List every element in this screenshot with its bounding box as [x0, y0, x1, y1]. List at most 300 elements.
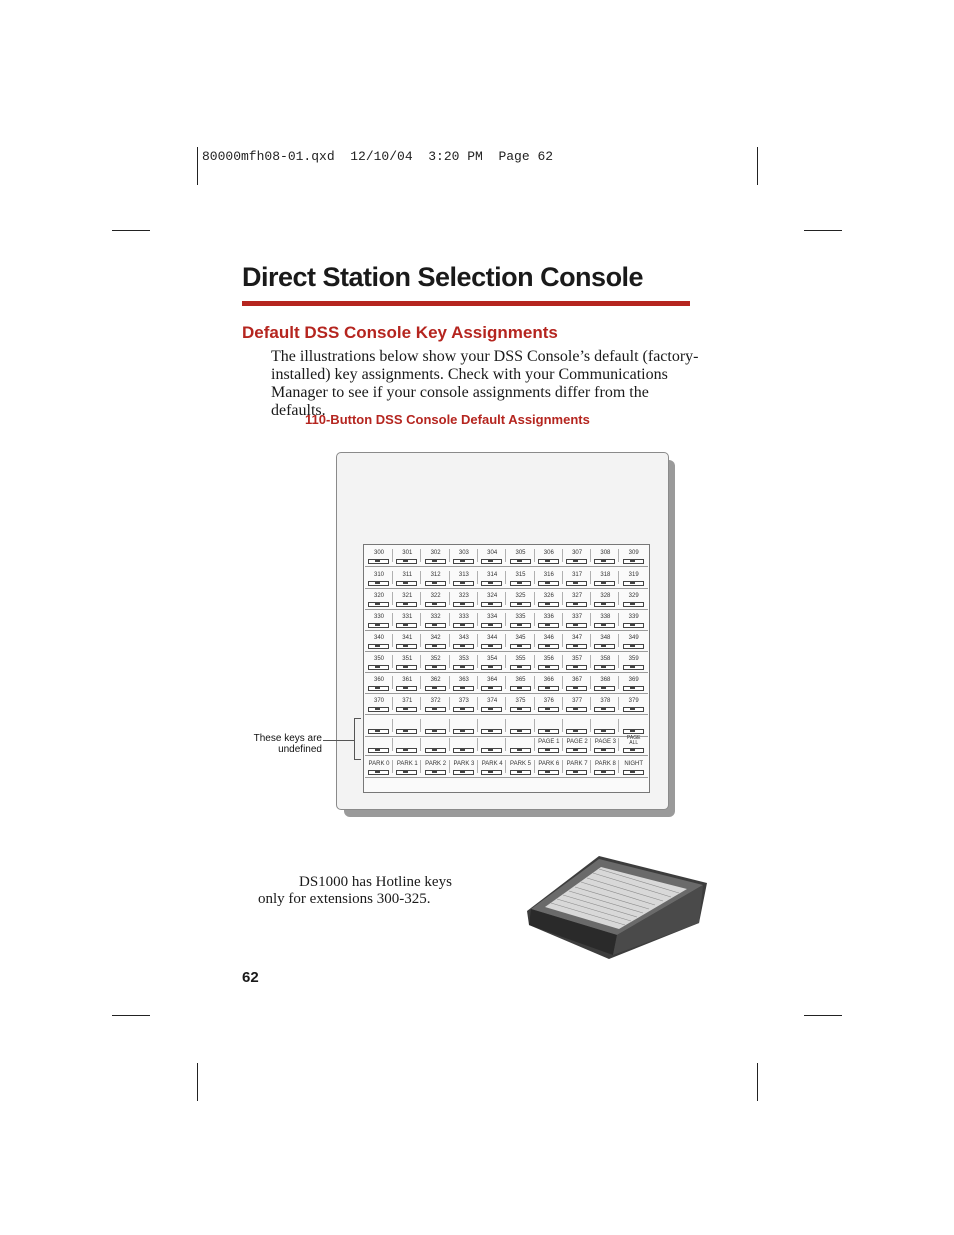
key-led: [403, 582, 408, 584]
console-key: [422, 716, 450, 736]
console-key: [535, 716, 563, 736]
key-led: [630, 645, 635, 647]
key-label: 341: [402, 635, 413, 641]
key-label: 375: [515, 698, 526, 704]
console-key: [365, 694, 393, 714]
key-led: [375, 749, 380, 751]
console-key: [620, 673, 648, 693]
key-led: [517, 624, 522, 626]
key-label: 346: [543, 635, 554, 641]
key-label: 340: [373, 635, 384, 641]
console-key: [450, 735, 478, 755]
key-led: [403, 749, 408, 751]
key-led: [601, 749, 606, 751]
console-key: [450, 610, 478, 630]
console-key: [507, 694, 535, 714]
console-key: [591, 631, 619, 651]
console-key: [591, 694, 619, 714]
key-label: 352: [430, 656, 441, 662]
ds1000-console-photo: [527, 851, 707, 961]
console-key: [393, 568, 421, 588]
key-led: [630, 771, 635, 773]
key-led: [460, 708, 465, 710]
key-led: [517, 560, 522, 562]
console-key: [365, 673, 393, 693]
console-key: [591, 546, 619, 566]
key-label: 321: [402, 593, 413, 599]
key-led: [375, 666, 380, 668]
key-led: [403, 560, 408, 562]
console-key: [535, 546, 563, 566]
console-key: [365, 716, 393, 736]
key-led: [375, 645, 380, 647]
console-key: [393, 610, 421, 630]
key-label: 306: [543, 550, 554, 556]
key-led: [488, 582, 493, 584]
key-label: PAGE ALL: [626, 735, 641, 746]
key-led: [432, 730, 437, 732]
key-led: [488, 645, 493, 647]
key-led: [517, 603, 522, 605]
key-led: [545, 603, 550, 605]
console-key: [591, 673, 619, 693]
key-led: [460, 771, 465, 773]
key-label: 323: [458, 593, 469, 599]
key-led: [573, 687, 578, 689]
key-label: 318: [600, 572, 611, 578]
key-panel: [363, 544, 650, 793]
console-key: [507, 610, 535, 630]
key-label: 338: [600, 614, 611, 620]
key-label: 315: [515, 572, 526, 578]
key-led: [488, 624, 493, 626]
key-led: [460, 749, 465, 751]
key-led: [403, 771, 408, 773]
crop-mark: [757, 147, 758, 185]
key-label: 345: [515, 635, 526, 641]
console-key: [393, 716, 421, 736]
console-key: [478, 610, 506, 630]
key-led: [545, 730, 550, 732]
console-key: [563, 716, 591, 736]
key-label: NIGHT: [624, 761, 644, 767]
key-label: PAGE 3: [594, 739, 616, 745]
key-label: 308: [600, 550, 611, 556]
key-led: [403, 624, 408, 626]
key-led: [517, 645, 522, 647]
key-label: 377: [572, 698, 583, 704]
console-key: [620, 716, 648, 736]
console-key: [535, 631, 563, 651]
key-led: [517, 730, 522, 732]
console-key: [450, 757, 478, 777]
key-label: 333: [458, 614, 469, 620]
key-label: 349: [628, 635, 639, 641]
key-label: PARK 3: [453, 761, 475, 767]
key-led: [432, 582, 437, 584]
console-key: [535, 694, 563, 714]
key-label: 326: [543, 593, 554, 599]
key-label: 322: [430, 593, 441, 599]
console-key: [422, 546, 450, 566]
key-led: [601, 603, 606, 605]
key-led: [403, 730, 408, 732]
console-key: [507, 716, 535, 736]
console-key: [478, 568, 506, 588]
key-row: [365, 546, 648, 567]
key-led: [630, 582, 635, 584]
key-led: [375, 624, 380, 626]
key-led: [403, 708, 408, 710]
key-label: PARK 8: [594, 761, 616, 767]
key-led: [545, 582, 550, 584]
key-led: [601, 771, 606, 773]
key-led: [460, 560, 465, 562]
console-key: [535, 757, 563, 777]
key-label: 337: [572, 614, 583, 620]
console-key: [393, 757, 421, 777]
file-slug: 80000mfh08-01.qxd 12/10/04 3:20 PM Page 62: [202, 149, 554, 164]
key-label: 373: [458, 698, 469, 704]
key-led: [403, 687, 408, 689]
console-key: [535, 652, 563, 672]
key-led: [488, 687, 493, 689]
console-key: [563, 631, 591, 651]
key-led: [573, 624, 578, 626]
key-led: [460, 687, 465, 689]
title-rule: [242, 301, 690, 306]
console-key: [591, 735, 619, 755]
key-label: 300: [373, 550, 384, 556]
console-key: [365, 546, 393, 566]
console-key: [535, 589, 563, 609]
console-key: [365, 735, 393, 755]
console-key: [478, 673, 506, 693]
page-title: Direct Station Selection Console: [242, 262, 644, 292]
key-led: [375, 771, 380, 773]
key-label: 330: [373, 614, 384, 620]
key-label: 310: [373, 572, 384, 578]
console-key: [422, 694, 450, 714]
console-key: [620, 568, 648, 588]
key-led: [630, 560, 635, 562]
ds1000-note-line-2: only for extensions 300-325.: [258, 891, 431, 907]
console-key: [422, 589, 450, 609]
crop-mark: [197, 1063, 198, 1101]
console-key: [620, 652, 648, 672]
console-key: [450, 694, 478, 714]
key-led: [460, 582, 465, 584]
key-led: [432, 749, 437, 751]
key-led: [601, 708, 606, 710]
console-key: [591, 652, 619, 672]
key-led: [488, 749, 493, 751]
console-key: [365, 652, 393, 672]
key-label: 348: [600, 635, 611, 641]
key-led: [545, 560, 550, 562]
key-led: [517, 666, 522, 668]
key-row: [365, 673, 648, 694]
key-label: 343: [458, 635, 469, 641]
key-label: PARK 7: [566, 761, 588, 767]
console-key: [620, 610, 648, 630]
crop-mark: [197, 147, 198, 185]
key-led: [432, 771, 437, 773]
console-key: [478, 652, 506, 672]
console-key: [507, 631, 535, 651]
key-led: [488, 560, 493, 562]
crop-mark: [757, 1063, 758, 1101]
console-key: [535, 735, 563, 755]
key-led: [517, 582, 522, 584]
key-label: 371: [402, 698, 413, 704]
key-label: 347: [572, 635, 583, 641]
key-led: [460, 624, 465, 626]
console-key: [535, 610, 563, 630]
console-key: [422, 631, 450, 651]
page-number: 62: [242, 969, 259, 986]
key-label: 307: [572, 550, 583, 556]
console-key: [591, 610, 619, 630]
key-led: [630, 730, 635, 732]
console-key: [507, 546, 535, 566]
key-label: PAGE 2: [566, 739, 588, 745]
key-led: [573, 645, 578, 647]
key-label: 366: [543, 677, 554, 683]
key-label: 369: [628, 677, 639, 683]
key-label: 332: [430, 614, 441, 620]
key-led: [601, 687, 606, 689]
console-key: [507, 589, 535, 609]
console-key: [507, 652, 535, 672]
key-label: PARK 6: [538, 761, 560, 767]
key-row: [365, 652, 648, 673]
console-key: [507, 757, 535, 777]
key-label: 336: [543, 614, 554, 620]
key-label: 353: [458, 656, 469, 662]
key-label: 325: [515, 593, 526, 599]
key-row: [365, 694, 648, 715]
key-label: 304: [487, 550, 498, 556]
key-led: [517, 749, 522, 751]
key-led: [432, 603, 437, 605]
key-led: [432, 708, 437, 710]
key-label: PARK 5: [510, 761, 531, 767]
console-key: [620, 735, 648, 755]
key-led: [375, 687, 380, 689]
key-led: [545, 749, 550, 751]
key-label: 312: [430, 572, 441, 578]
key-label: 368: [600, 677, 611, 683]
key-led: [601, 645, 606, 647]
key-led: [601, 730, 606, 732]
key-led: [432, 645, 437, 647]
key-led: [545, 645, 550, 647]
console-key: [450, 652, 478, 672]
callout-bracket: [354, 718, 361, 760]
key-label: 313: [458, 572, 469, 578]
console-key: [450, 568, 478, 588]
crop-mark: [804, 1015, 842, 1016]
key-row: [365, 716, 648, 737]
key-label: 372: [430, 698, 441, 704]
key-led: [403, 666, 408, 668]
console-key: [393, 735, 421, 755]
key-row: [365, 631, 648, 652]
key-label: 311: [402, 572, 413, 578]
console-key: [591, 568, 619, 588]
console-key: [620, 631, 648, 651]
key-row: [365, 757, 648, 778]
key-led: [460, 666, 465, 668]
key-label: 362: [430, 677, 441, 683]
key-led: [545, 624, 550, 626]
key-led: [432, 666, 437, 668]
console-key: [450, 716, 478, 736]
console-key: [478, 735, 506, 755]
key-label: 327: [572, 593, 583, 599]
console-key: [563, 757, 591, 777]
crop-mark: [804, 230, 842, 231]
key-led: [488, 666, 493, 668]
console-key: [393, 694, 421, 714]
intro-paragraph: The illustrations below show your DSS Console’s default (factory-installed) key assignments. Check with your Communications Manager to see if your console assignments differ from the defaults.: [271, 348, 699, 419]
console-key: [450, 546, 478, 566]
key-led: [488, 708, 493, 710]
key-label: 379: [628, 698, 639, 704]
key-label: PARK 0: [368, 761, 390, 767]
key-label: 301: [402, 550, 413, 556]
key-led: [375, 560, 380, 562]
key-led: [573, 708, 578, 710]
key-led: [630, 687, 635, 689]
key-led: [488, 771, 493, 773]
key-label: 339: [628, 614, 639, 620]
key-label: 324: [487, 593, 498, 599]
console-key: [563, 546, 591, 566]
key-label: 328: [600, 593, 611, 599]
console-key: [563, 589, 591, 609]
key-label: 363: [458, 677, 469, 683]
key-led: [601, 582, 606, 584]
key-led: [460, 645, 465, 647]
key-led: [601, 624, 606, 626]
key-led: [375, 730, 380, 732]
key-led: [573, 771, 578, 773]
key-led: [432, 687, 437, 689]
console-key: [422, 652, 450, 672]
console-key: [563, 673, 591, 693]
console-key: [507, 673, 535, 693]
key-led: [573, 560, 578, 562]
key-label: 367: [572, 677, 583, 683]
key-led: [630, 666, 635, 668]
console-key: [591, 589, 619, 609]
key-led: [488, 730, 493, 732]
key-label: 342: [430, 635, 441, 641]
ds1000-note-line-1: DS1000 has Hotline keys: [299, 874, 452, 890]
key-led: [403, 645, 408, 647]
console-key: [365, 568, 393, 588]
key-label: 376: [543, 698, 554, 704]
console-key: [591, 757, 619, 777]
console-key: [365, 631, 393, 651]
key-led: [517, 771, 522, 773]
key-label: 360: [373, 677, 384, 683]
console-key: [365, 610, 393, 630]
console-key: [563, 694, 591, 714]
console-key: [563, 568, 591, 588]
console-key: [620, 757, 648, 777]
console-key: [563, 610, 591, 630]
console-key: [450, 631, 478, 651]
console-key: [478, 694, 506, 714]
console-key: [563, 652, 591, 672]
key-label: 316: [543, 572, 554, 578]
key-led: [601, 666, 606, 668]
key-led: [630, 749, 635, 751]
key-led: [375, 582, 380, 584]
console-key: [478, 757, 506, 777]
console-key: [422, 735, 450, 755]
console-key: [422, 757, 450, 777]
key-label: 305: [515, 550, 526, 556]
key-led: [517, 708, 522, 710]
key-led: [573, 730, 578, 732]
console-key: [450, 673, 478, 693]
key-label: 361: [402, 677, 413, 683]
console-key: [422, 673, 450, 693]
ds1000-note: [258, 874, 518, 908]
key-label: 303: [458, 550, 469, 556]
crop-mark: [112, 1015, 150, 1016]
key-led: [488, 603, 493, 605]
key-label: 358: [600, 656, 611, 662]
console-key: [507, 735, 535, 755]
console-key: [478, 589, 506, 609]
console-key: [591, 716, 619, 736]
key-led: [460, 603, 465, 605]
key-led: [375, 708, 380, 710]
key-label: 314: [487, 572, 498, 578]
key-label: 319: [628, 572, 639, 578]
key-row: [365, 735, 648, 756]
console-key: [365, 589, 393, 609]
console-key: [478, 716, 506, 736]
key-label: 364: [487, 677, 498, 683]
console-key: [535, 568, 563, 588]
console-key: [422, 568, 450, 588]
key-led: [545, 666, 550, 668]
key-led: [375, 603, 380, 605]
key-led: [545, 771, 550, 773]
key-label: 331: [402, 614, 413, 620]
console-key: [393, 673, 421, 693]
key-label: 378: [600, 698, 611, 704]
key-label: 302: [430, 550, 441, 556]
key-label: PARK 2: [425, 761, 447, 767]
console-key: [393, 631, 421, 651]
key-label: 370: [373, 698, 384, 704]
key-label: 354: [487, 656, 498, 662]
key-led: [545, 708, 550, 710]
console-key: [450, 589, 478, 609]
key-label: 359: [628, 656, 639, 662]
console-key: [620, 694, 648, 714]
key-led: [573, 749, 578, 751]
key-led: [573, 666, 578, 668]
console-key: [393, 652, 421, 672]
